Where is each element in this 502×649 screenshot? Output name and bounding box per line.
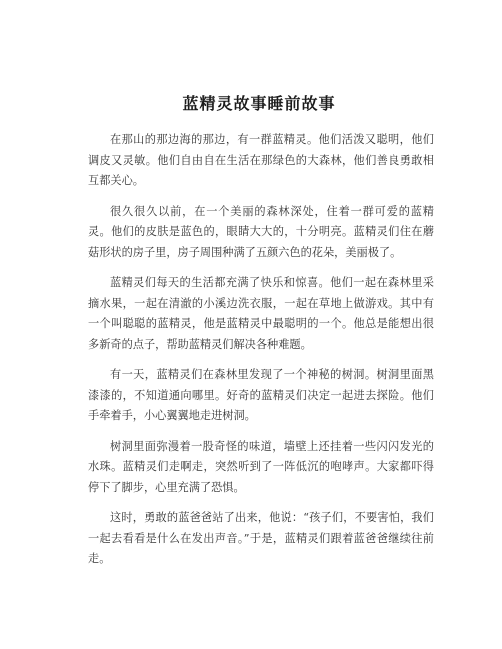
paragraph-4: 有一天，蓝精灵们在森林里发现了一个神秘的树洞。树洞里面黑漆漆的，不知道通向哪里。好奇的蓝精灵们决定一起进去探险。他们手牵着手，小心翼翼地走进树洞。 <box>88 368 434 422</box>
paragraph-2: 很久很久以前，在一个美丽的森林深处，住着一群可爱的蓝精灵。他们的皮肤是蓝色的，眼睛大大的，十分明亮。蓝精灵们住在蘑菇形状的房子里，房子周围种满了五颜六色的花朵，美丽极了。 <box>88 204 434 259</box>
paragraph-1: 在那山的那边海的那边，有一群蓝精灵。他们活泼又聪明，他们调皮又灵敏。他们自由自在生活在那绿色的大森林，他们善良勇敢相互都关心。 <box>88 133 434 187</box>
paragraph-3: 蓝精灵们每天的生活都充满了快乐和惊喜。他们一起在森林里采摘水果，一起在清澈的小溪边洗衣服，一起在草地上做游戏。其中有一个叫聪聪的蓝精灵，他是蓝精灵中最聪明的一个。他总是能想出很多新奇的点子，帮助蓝精灵们解决各种难题。 <box>88 276 434 351</box>
document-title: 蓝精灵故事睡前故事 <box>182 94 336 113</box>
paragraph-6: 这时，勇敢的蓝爸爸站了出来，他说：“孩子们，不要害怕，我们一起去看看是什么在发出声音。”于是，蓝精灵们跟着蓝爸爸继续往前走。 <box>88 511 434 565</box>
paragraph-5: 树洞里面弥漫着一股奇怪的味道，墙壁上还挂着一些闪闪发光的水珠。蓝精灵们走啊走，突然听到了一阵低沉的咆哮声。大家都吓得停下了脚步，心里充满了恐惧。 <box>88 439 434 494</box>
